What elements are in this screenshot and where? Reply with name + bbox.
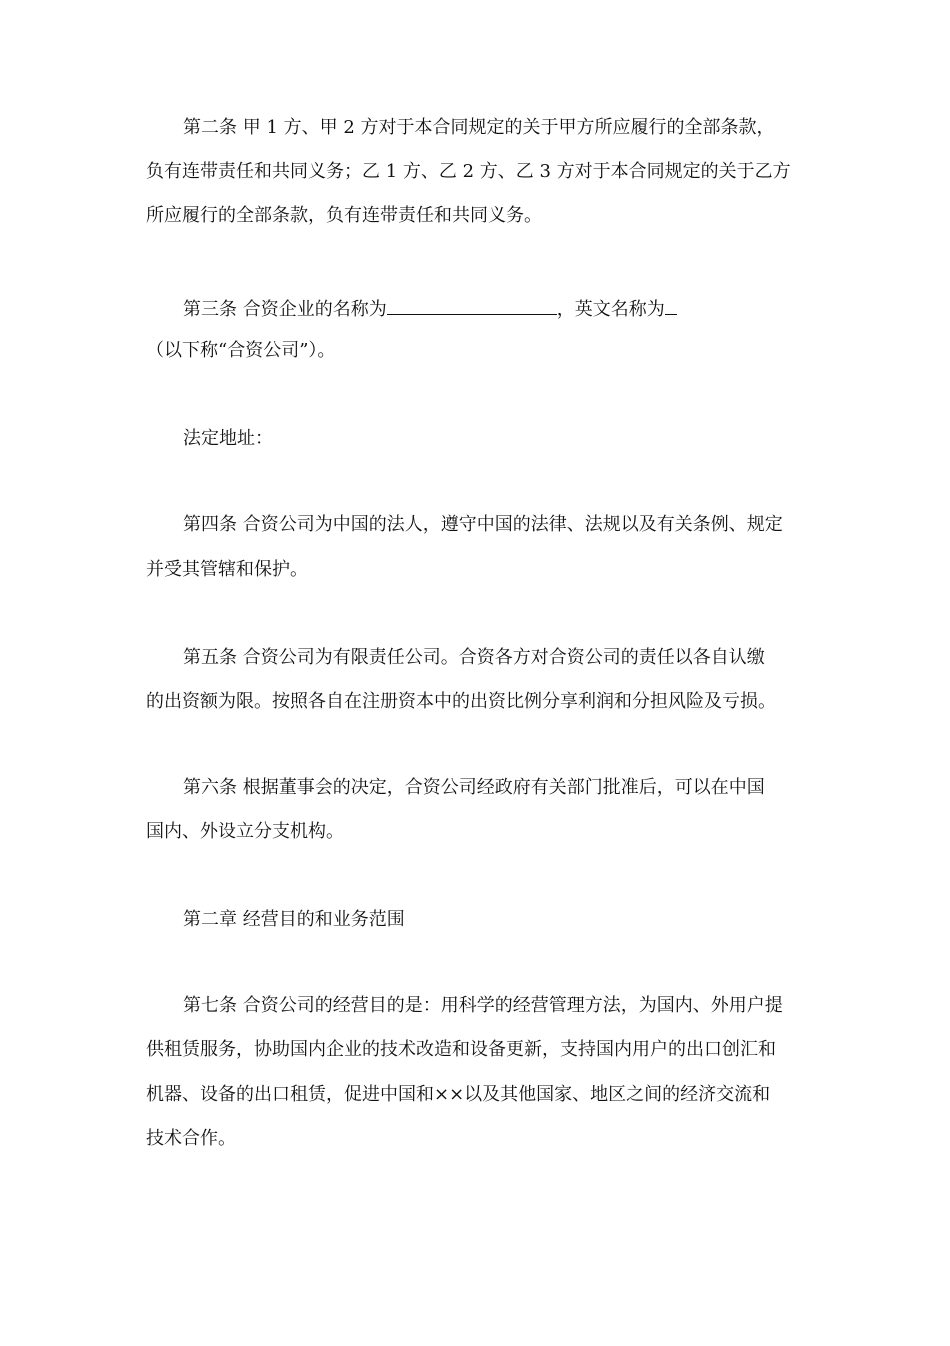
article-2-line-2: 负有连带责任和共同义务；乙 1 方、乙 2 方、乙 3 方对于本合同规定的关于乙方 bbox=[146, 161, 791, 182]
english-name-blank bbox=[665, 294, 677, 315]
article-7-line-4: 技术合作。 bbox=[146, 1128, 236, 1149]
article-3-prefix: 第三条 合资企业的名称为 bbox=[183, 299, 387, 320]
article-6-line-1: 第六条 根据董事会的决定，合资公司经政府有关部门批准后，可以在中国 bbox=[183, 777, 765, 798]
article-3-line-1 bbox=[183, 294, 677, 322]
article-7-line-1: 第七条 合资公司的经营目的是：用科学的经营管理方法，为国内、外用户提 bbox=[183, 995, 783, 1016]
article-3-line-2: （以下称“合资公司”）。 bbox=[146, 340, 336, 361]
article-6-line-2: 国内、外设立分支机构。 bbox=[146, 821, 344, 842]
legal-address-label: 法定地址： bbox=[183, 428, 273, 449]
article-3-middle: ，英文名称为 bbox=[556, 299, 665, 320]
article-4-line-1: 第四条 合资公司为中国的法人，遵守中国的法律、法规以及有关条例、规定 bbox=[183, 514, 783, 535]
article-4-line-2: 并受其管辖和保护。 bbox=[146, 559, 308, 580]
article-7-line-3: 机器、设备的出口租赁，促进中国和××以及其他国家、地区之间的经济交流和 bbox=[146, 1084, 771, 1105]
article-2-line-3: 所应履行的全部条款，负有连带责任和共同义务。 bbox=[146, 205, 542, 226]
article-2-line-1: 第二条 甲 1 方、甲 2 方对于本合同规定的关于甲方所应履行的全部条款， bbox=[183, 117, 775, 138]
company-name-blank bbox=[387, 294, 557, 315]
article-7-line-2: 供租赁服务，协助国内企业的技术改造和设备更新，支持国内用户的出口创汇和 bbox=[146, 1039, 776, 1060]
chapter-2-title: 第二章 经营目的和业务范围 bbox=[183, 909, 405, 930]
article-5-line-1: 第五条 合资公司为有限责任公司。合资各方对合资公司的责任以各自认缴 bbox=[183, 647, 765, 668]
article-5-line-2: 的出资额为限。按照各自在注册资本中的出资比例分享利润和分担风险及亏损。 bbox=[146, 691, 776, 712]
